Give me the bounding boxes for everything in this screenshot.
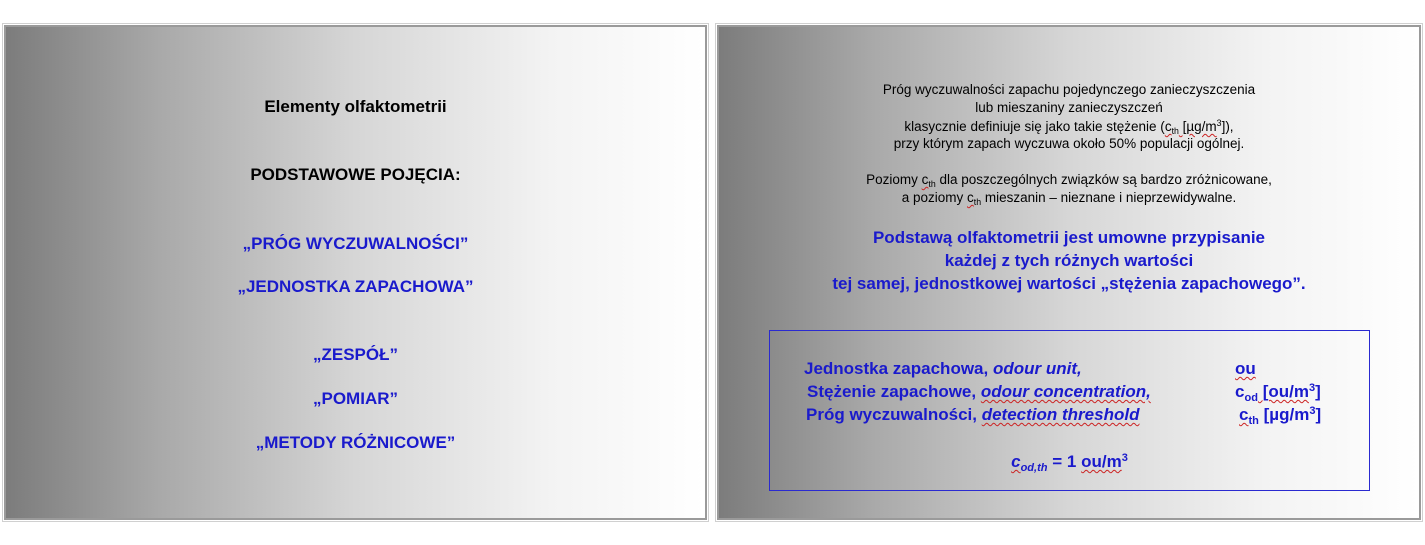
slide-left: [4, 25, 707, 520]
definition-detection-threshold: Próg wyczuwalności, detection threshold: [806, 405, 1140, 424]
slide-title: Elementy olfaktometrii: [264, 97, 447, 116]
levels-line-2: a poziomy $c_{th}$ mieszanin – nieznane i nieprzewidywalne.: [901, 190, 1237, 208]
definition-odour-concentration: Stężenie zapachowe, odour concentration,: [807, 382, 1151, 401]
slide-right: [717, 25, 1421, 520]
definitions-box: [769, 330, 1370, 491]
symbol-c-th: $c_{th}$: [1164, 118, 1179, 136]
definition-odour-unit-symbol: ou: [1235, 359, 1256, 378]
term-differential-methods: „METODY RÓŻNICOWE”: [255, 433, 456, 452]
threshold-definition-line-4: przy którym zapach wyczuwa około 50% populacji ogólnej.: [893, 136, 1245, 151]
term-detection-threshold: „PRÓG WYCZUWALNOŚCI”: [242, 234, 469, 253]
term-odour-unit: „JEDNOSTKA ZAPACHOWA”: [237, 277, 474, 296]
symbol-c-th: $c_{th}$: [921, 172, 936, 190]
threshold-definition-line-3: klasycznie definiuje się jako takie stężenie ($c_{th}$ $[\mu g/m^3]$),: [904, 118, 1234, 136]
definition-odour-unit: Jednostka zapachowa, odour unit,: [804, 359, 1082, 378]
threshold-definition-line-1: Próg wyczuwalności zapachu pojedynczego zanieczyszczenia: [882, 82, 1256, 97]
slide-subtitle: PODSTAWOWE POJĘCIA:: [250, 165, 461, 184]
term-panel: „ZESPÓŁ”: [312, 345, 398, 364]
basis-statement-line-1: Podstawą olfaktometrii jest umowne przypisanie: [872, 228, 1266, 247]
symbol-c-th: $c_{th}$: [967, 190, 982, 208]
term-measurement: „POMIAR”: [313, 389, 398, 408]
threshold-definition-line-2: lub mieszaniny zanieczyszczeń: [975, 100, 1163, 115]
definition-detection-threshold-symbol: $c_{th}$ $[\mu g/m^3]$: [1239, 405, 1322, 427]
basis-statement-line-3: tej samej, jednostkowej wartości „stężenia zapachowego”.: [832, 274, 1306, 293]
levels-line-1: Poziomy $c_{th}$ dla poszczególnych związków są bardzo zróżnicowane,: [866, 172, 1272, 190]
definition-odour-concentration-symbol: $c_{od}$ $[ou/m^3]$: [1235, 382, 1321, 404]
odour-unit-formula: $c_{od,th} = 1$ $ou/m^3$: [1011, 452, 1128, 474]
basis-statement-line-2: każdej z tych różnych wartości: [944, 251, 1194, 270]
